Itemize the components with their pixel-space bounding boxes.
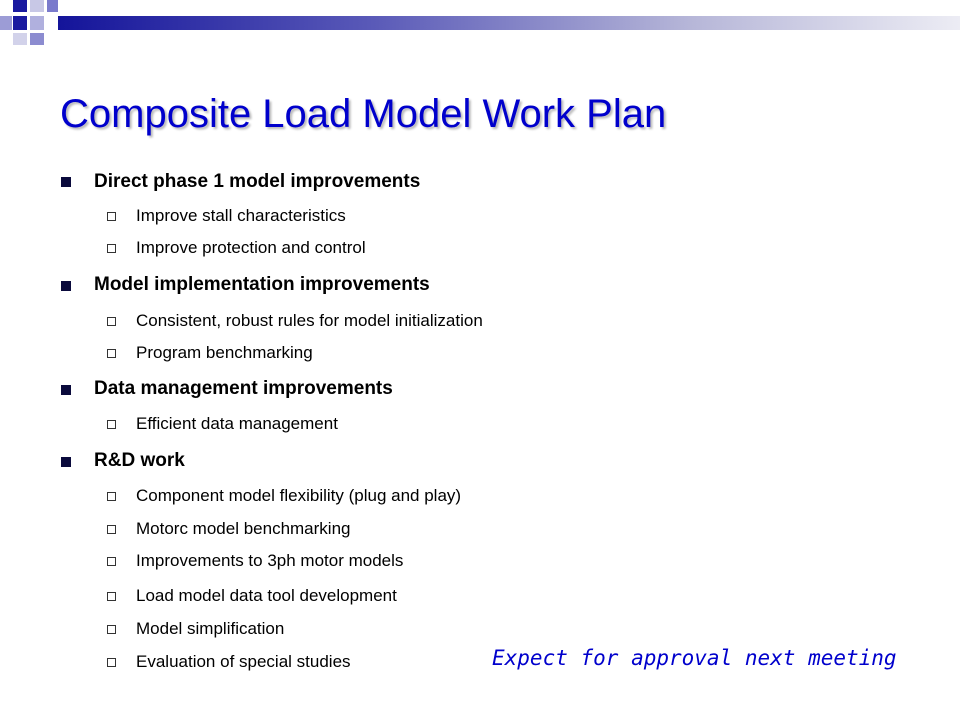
hollow-square-bullet-icon <box>107 592 116 601</box>
hollow-square-bullet-icon <box>107 420 116 429</box>
square-bullet-icon <box>61 281 71 291</box>
list-item: Evaluation of special studies <box>136 652 351 671</box>
list-item: Motorc model benchmarking <box>136 519 351 538</box>
hollow-square-bullet-icon <box>107 625 116 634</box>
hollow-square-bullet-icon <box>107 212 116 221</box>
section-heading: Direct phase 1 model improvements <box>94 171 421 192</box>
list-item: Consistent, robust rules for model initialization <box>136 311 483 330</box>
section-heading: Model implementation improvements <box>94 274 430 295</box>
list-item: Improvements to 3ph motor models <box>136 551 404 570</box>
hollow-square-bullet-icon <box>107 317 116 326</box>
hollow-square-bullet-icon <box>107 658 116 667</box>
hollow-square-bullet-icon <box>107 557 116 566</box>
list-item: Improve protection and control <box>136 238 366 257</box>
hollow-square-bullet-icon <box>107 349 116 358</box>
approval-note: Expect for approval next meeting <box>492 646 897 670</box>
list-item: Model simplification <box>136 619 285 638</box>
hollow-square-bullet-icon <box>107 244 116 253</box>
list-item: Program benchmarking <box>136 343 313 362</box>
square-bullet-icon <box>61 457 71 467</box>
list-item: Efficient data management <box>136 414 338 433</box>
slide-title: Composite Load Model Work Plan <box>60 92 667 136</box>
hollow-square-bullet-icon <box>107 492 116 501</box>
list-item: Load model data tool development <box>136 586 397 605</box>
hollow-square-bullet-icon <box>107 525 116 534</box>
list-item: Improve stall characteristics <box>136 206 346 225</box>
section-heading: R&D work <box>94 450 185 471</box>
list-item: Component model flexibility (plug and play) <box>136 486 462 505</box>
square-bullet-icon <box>61 177 71 187</box>
section-heading: Data management improvements <box>94 378 393 399</box>
square-bullet-icon <box>61 385 71 395</box>
